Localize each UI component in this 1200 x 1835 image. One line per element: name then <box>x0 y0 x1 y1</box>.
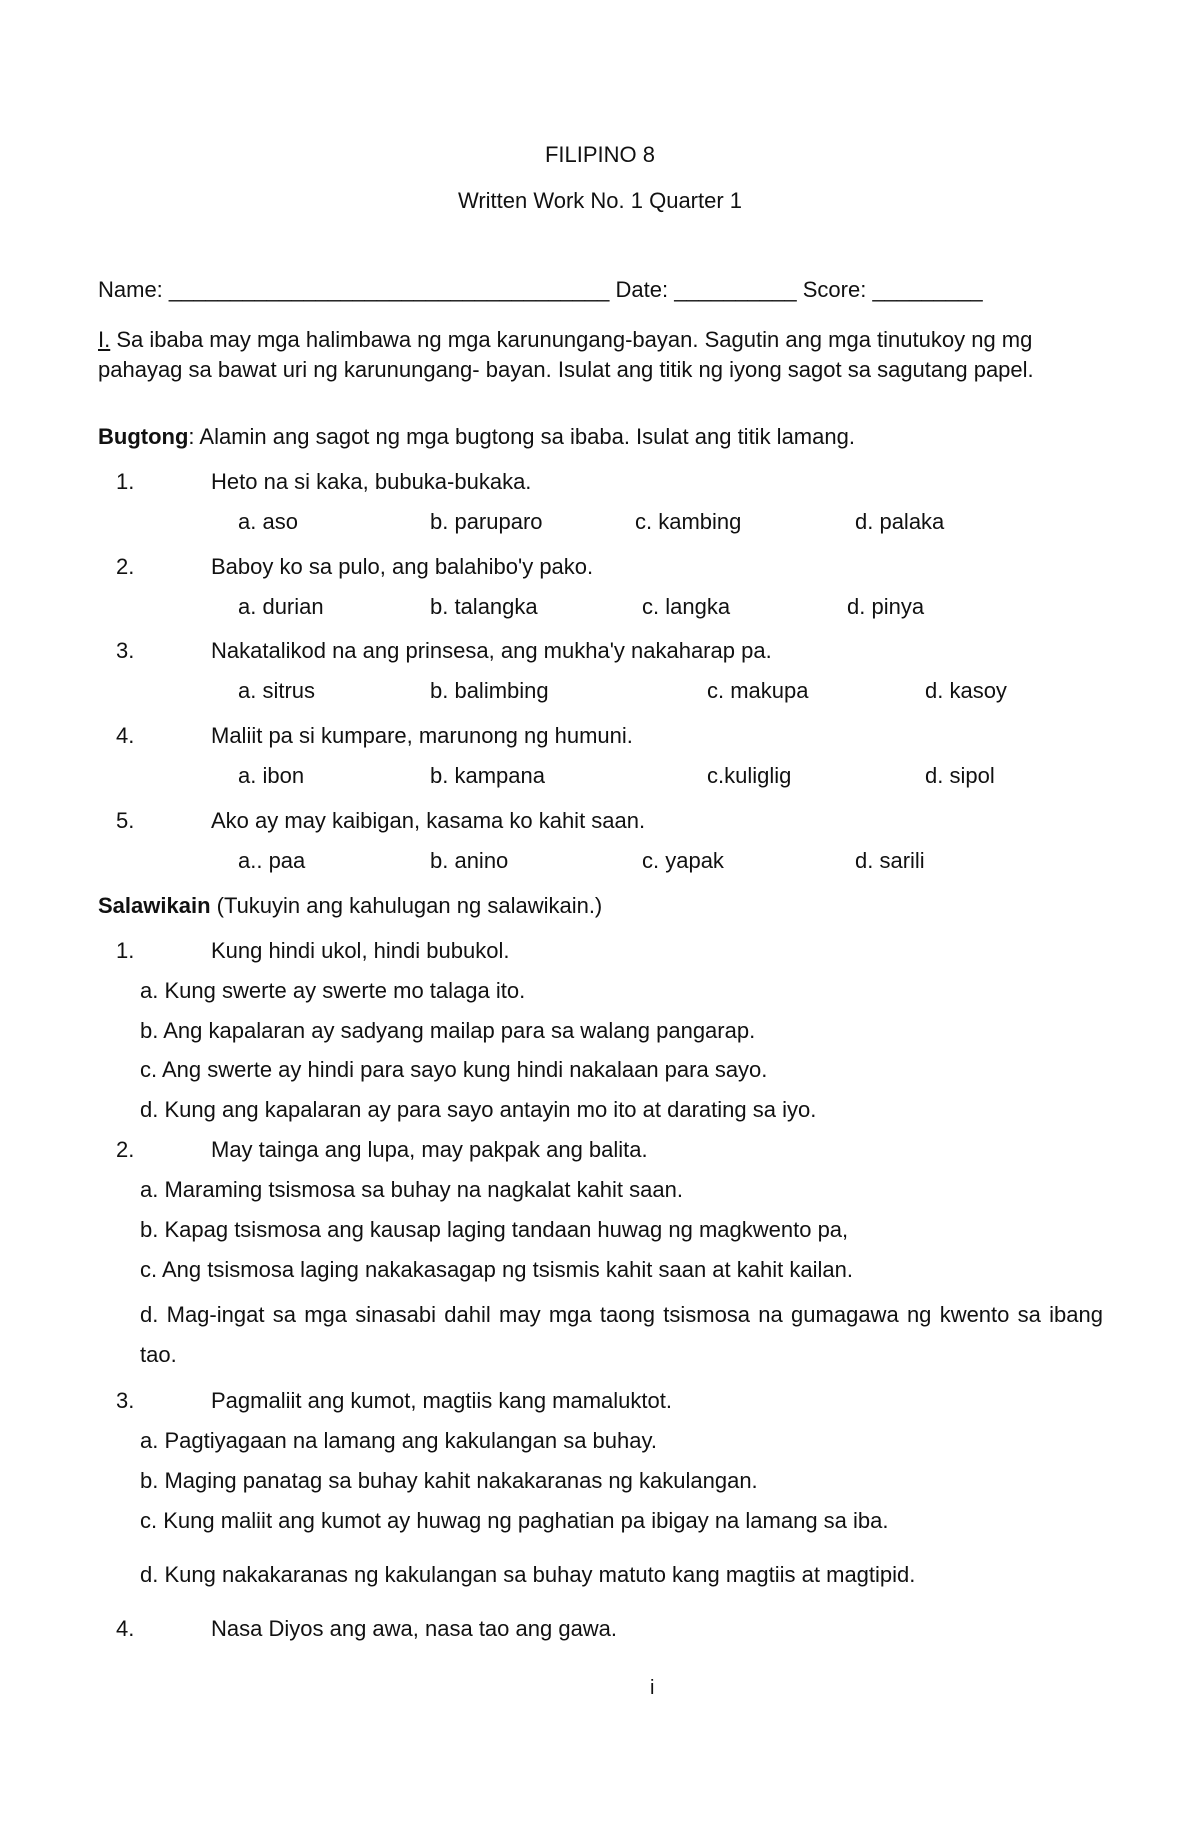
choice-b[interactable]: b. kampana <box>430 763 545 788</box>
choice-b[interactable]: b. talangka <box>430 594 538 619</box>
choice-c[interactable]: c. Ang tsismosa laging nakakasagap ng tsismis kahit saan at kahit kailan. <box>140 1257 853 1282</box>
instructions-text: Sa ibaba may mga halimbawa ng mga karunungang-bayan. Sagutin ang mga tinutukoy ng mg pahayag sa bawat uri ng karunungang- bayan. Isulat ang titik ng iyong sagot sa sagutang papel. <box>98 327 1034 382</box>
choice-d[interactable]: d. Kung ang kapalaran ay para sayo antayin mo ito at darating sa iyo. <box>140 1097 817 1122</box>
date-blank[interactable]: __________ <box>674 277 797 302</box>
choice-d[interactable]: d. Kung nakakaranas ng kakulangan sa buhay matuto kang magtiis at magtipid. <box>140 1562 916 1587</box>
item-question: Nasa Diyos ang awa, nasa tao ang gawa. <box>211 1616 618 1641</box>
choice-d[interactable]: d. sarili <box>855 848 925 873</box>
choice-a[interactable]: a. durian <box>238 594 324 619</box>
choice-b[interactable]: b. balimbing <box>430 678 549 703</box>
score-label: Score: <box>802 277 867 302</box>
salawikain-heading <box>98 895 602 917</box>
item-question: Kung hindi ukol, hindi bubukol. <box>211 938 510 963</box>
choice-d[interactable]: d. kasoy <box>925 678 1007 703</box>
salawikain-title: Salawikain <box>98 893 211 918</box>
bugtong-title: Bugtong <box>98 424 189 449</box>
choice-b[interactable]: b. paruparo <box>430 509 543 534</box>
choice-b[interactable]: b. anino <box>430 848 509 873</box>
item-number: 3. <box>116 1388 135 1413</box>
item-number: 4. <box>116 723 135 748</box>
choice-a[interactable]: a. Kung swerte ay swerte mo talaga ito. <box>140 978 526 1003</box>
bugtong-heading <box>98 426 855 448</box>
item-question: Ako ay may kaibigan, kasama ko kahit saan. <box>211 808 646 833</box>
choice-d[interactable]: d. palaka <box>855 509 945 534</box>
instructions <box>98 325 1103 385</box>
choice-d[interactable]: d. pinya <box>847 594 925 619</box>
instructions-numeral: I. <box>98 327 111 352</box>
choice-a[interactable]: a. aso <box>238 509 298 534</box>
choice-a[interactable]: a. ibon <box>238 763 305 788</box>
item-number: 2. <box>116 554 135 579</box>
page-number: i <box>650 1677 655 1699</box>
item-number: 2. <box>116 1137 135 1162</box>
choice-b[interactable]: b. Kapag tsismosa ang kausap laging tandaan huwag ng magkwento pa, <box>140 1217 849 1242</box>
info-line <box>98 279 983 301</box>
choice-a[interactable]: a. Pagtiyagaan na lamang ang kakulangan sa buhay. <box>140 1428 657 1453</box>
item-question: Baboy ko sa pulo, ang balahibo'y pako. <box>211 554 594 579</box>
item-question: Heto na si kaka, bubuka-bukaka. <box>211 469 532 494</box>
choice-c[interactable]: c. Kung maliit ang kumot ay huwag ng paghatian pa ibigay na lamang sa iba. <box>140 1508 889 1533</box>
choice-a[interactable]: a. sitrus <box>238 678 316 703</box>
choice-b[interactable]: b. Maging panatag sa buhay kahit nakakaranas ng kakulangan. <box>140 1468 758 1493</box>
document-work-title: Written Work No. 1 Quarter 1 <box>457 188 743 213</box>
choice-d[interactable]: d. Mag-ingat sa mga sinasabi dahil may mga taong tsismosa na gumagawa ng kwento sa ibang tao. <box>140 1302 1103 1367</box>
item-number: 5. <box>116 808 135 833</box>
item-number: 1. <box>116 938 135 963</box>
item-number: 4. <box>116 1616 135 1641</box>
choice-d[interactable]: d. sipol <box>925 763 995 788</box>
item-question: May tainga ang lupa, may pakpak ang balita. <box>211 1137 648 1162</box>
name-label: Name: <box>98 277 163 302</box>
name-blank[interactable]: ____________________________________ <box>168 277 610 302</box>
item-number: 3. <box>116 638 135 663</box>
choice-b[interactable]: b. Ang kapalaran ay sadyang mailap para sa walang pangarap. <box>140 1018 756 1043</box>
choice-c[interactable]: c.kuliglig <box>707 763 792 788</box>
choice-a[interactable]: a. Maraming tsismosa sa buhay na nagkalat kahit saan. <box>140 1177 683 1202</box>
score-blank[interactable]: _________ <box>872 277 983 302</box>
choice-c[interactable]: c. langka <box>642 594 731 619</box>
choice-c[interactable]: c. Ang swerte ay hindi para sayo kung hindi nakalaan para sayo. <box>140 1057 768 1082</box>
choice-c[interactable]: c. kambing <box>635 509 742 534</box>
choice-c[interactable]: c. makupa <box>707 678 809 703</box>
item-number: 1. <box>116 469 135 494</box>
document-subject: FILIPINO 8 <box>544 142 656 167</box>
choice-a[interactable]: a.. paa <box>238 848 306 873</box>
item-question: Pagmaliit ang kumot, magtiis kang mamaluktot. <box>211 1388 672 1413</box>
item-question: Nakatalikod na ang prinsesa, ang mukha'y nakaharap pa. <box>211 638 772 663</box>
date-label: Date: <box>615 277 669 302</box>
choice-c[interactable]: c. yapak <box>642 848 724 873</box>
bugtong-directions: : Alamin ang sagot ng mga bugtong sa ibaba. Isulat ang titik lamang. <box>188 424 855 449</box>
salawikain-directions: (Tukuyin ang kahulugan ng salawikain.) <box>210 893 603 918</box>
item-question: Maliit pa si kumpare, marunong ng humuni. <box>211 723 633 748</box>
